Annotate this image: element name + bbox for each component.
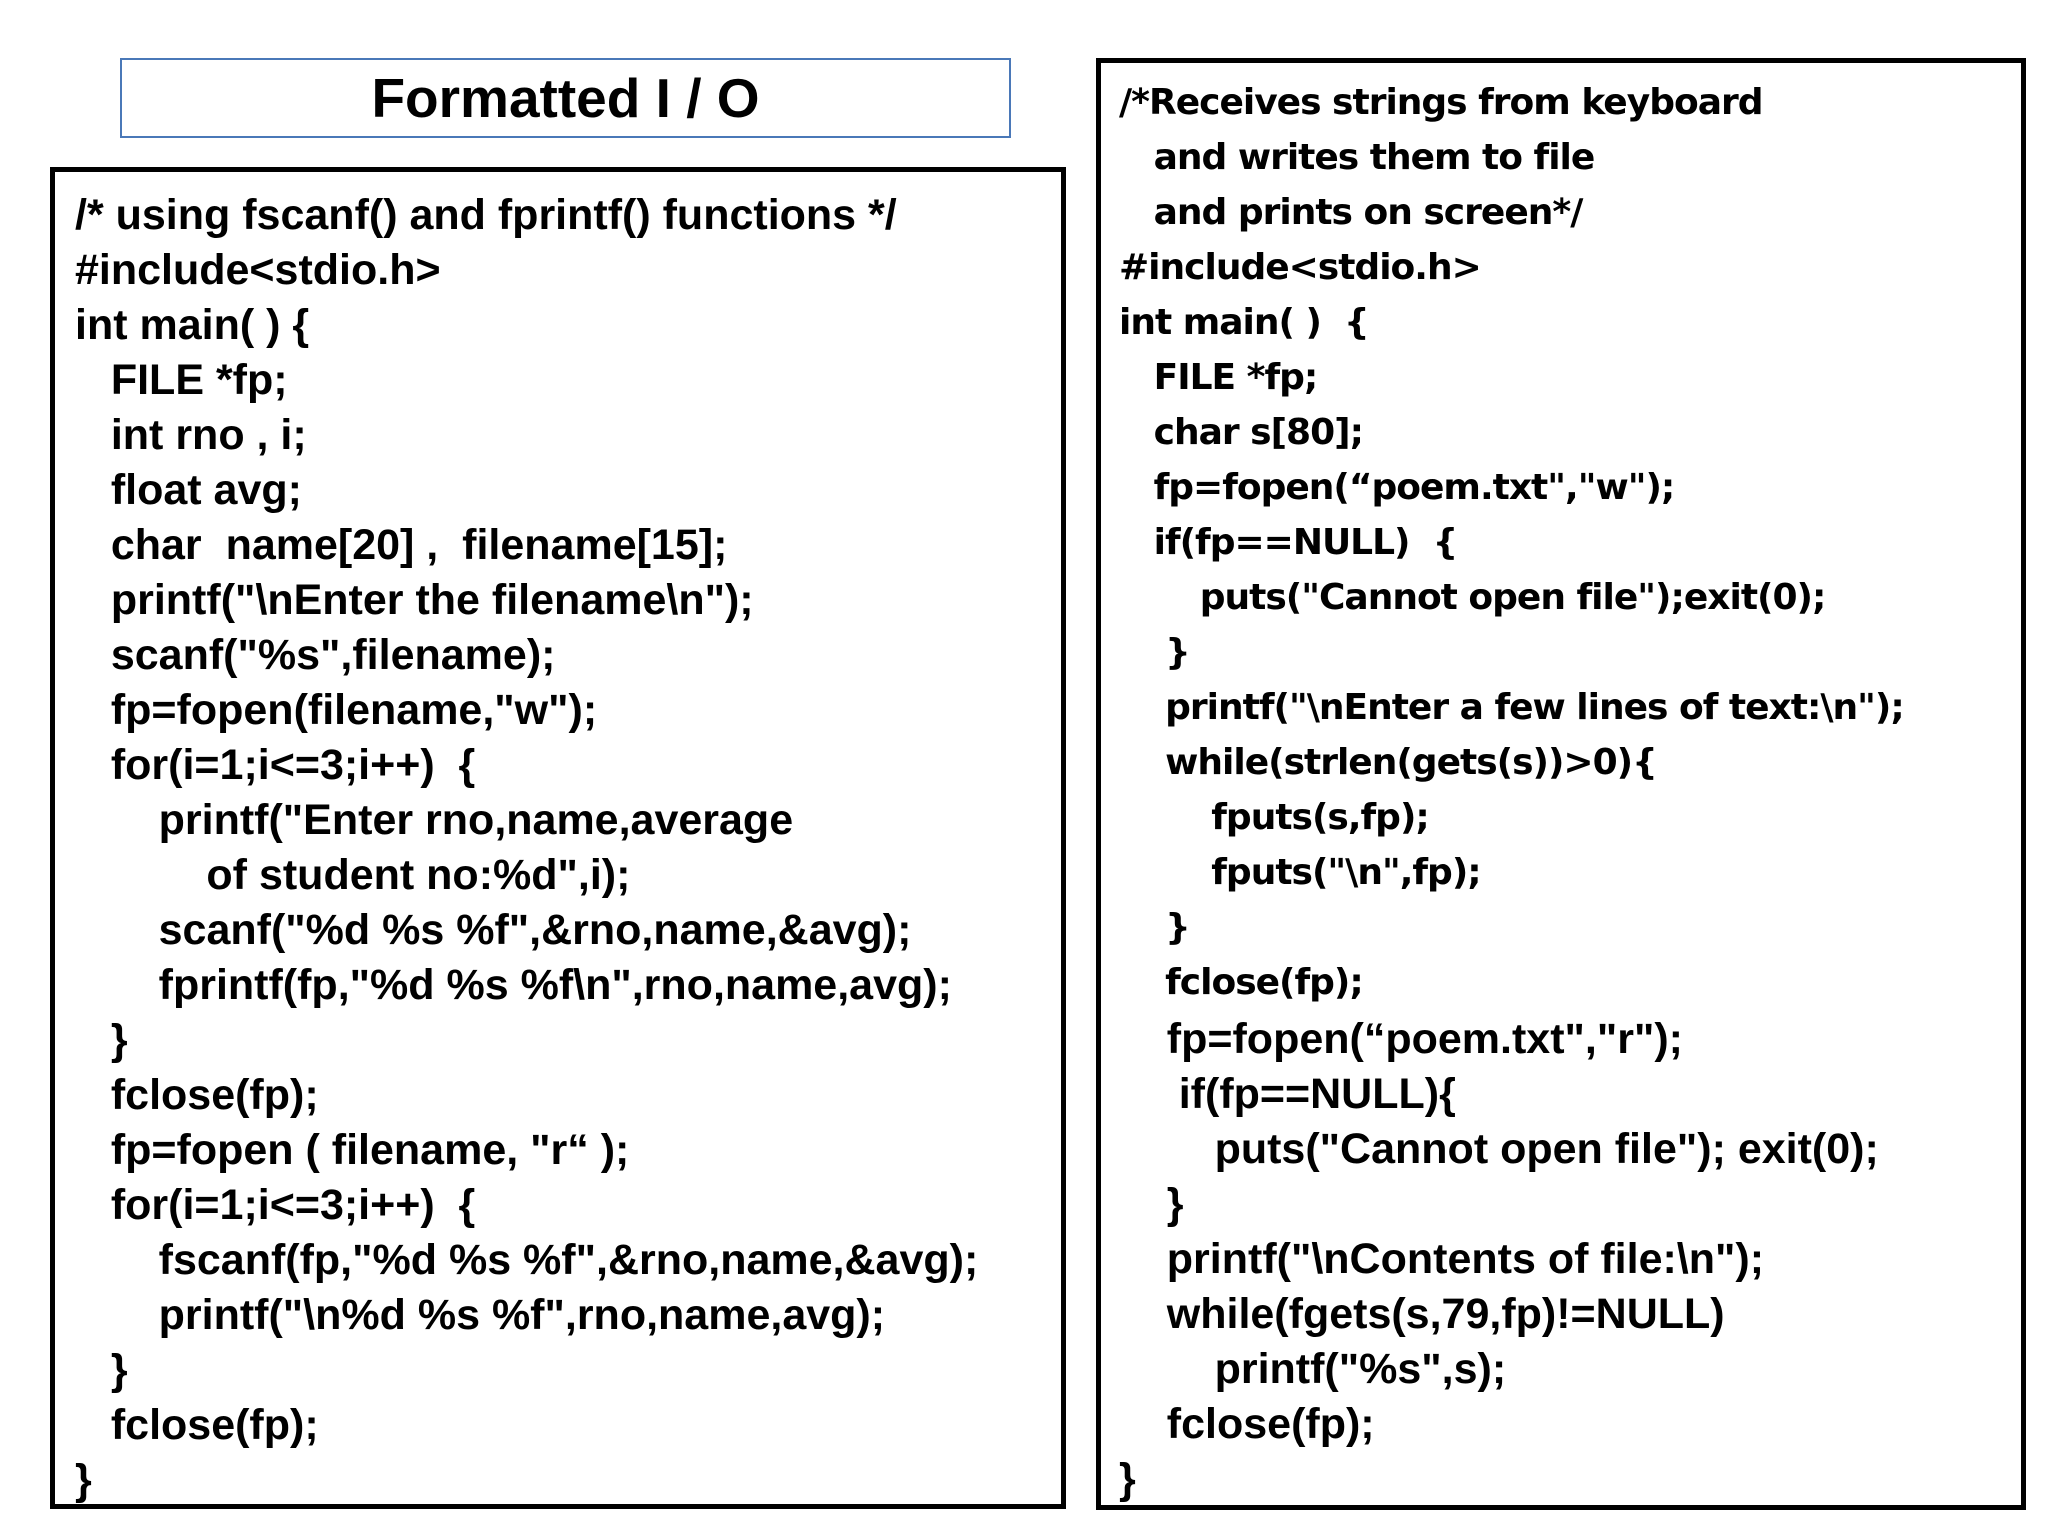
code-line: }	[1119, 907, 1190, 948]
code-line: printf("\nEnter the filename\n");	[75, 576, 754, 624]
code-line: /* using fscanf() and fprintf() functions */	[75, 191, 897, 239]
code-line: fclose(fp);	[75, 1401, 319, 1449]
left-code-panel	[50, 167, 1066, 1509]
code-line: char name[20] , filename[15];	[75, 521, 728, 569]
code-line: int rno , i;	[75, 411, 307, 459]
code-line: }	[75, 1346, 128, 1394]
code-line: }	[1119, 1455, 1136, 1503]
code-line: /*Receives strings from keyboard	[1119, 82, 1763, 123]
right-code-panel	[1096, 58, 2026, 1510]
code-line: }	[75, 1016, 128, 1064]
code-line: for(i=1;i<=3;i++) {	[75, 1181, 476, 1229]
code-line: while(fgets(s,79,fp)!=NULL)	[1119, 1290, 1725, 1338]
code-line: FILE *fp;	[75, 356, 288, 404]
code-line: char s[80];	[1119, 412, 1363, 453]
code-line: fclose(fp);	[1119, 1400, 1375, 1448]
title-box	[120, 58, 1011, 138]
code-line: fp=fopen ( filename, "r“ );	[75, 1126, 630, 1174]
code-line: printf("Enter rno,name,average	[75, 796, 794, 844]
code-line: of student no:%d",i);	[75, 851, 631, 899]
slide-title: Formatted I / O	[371, 66, 760, 129]
code-line: printf("%s",s);	[1119, 1345, 1507, 1393]
code-line: if(fp==NULL) {	[1119, 522, 1458, 563]
code-line: }	[75, 1456, 92, 1504]
code-line: int main( ) {	[75, 301, 310, 349]
code-line: scanf("%d %s %f",&rno,name,&avg);	[75, 906, 912, 954]
code-line: puts("Cannot open file"); exit(0);	[1119, 1125, 1879, 1173]
code-line: for(i=1;i<=3;i++) {	[75, 741, 476, 789]
code-line: fputs("\n",fp);	[1119, 852, 1481, 893]
code-line: }	[1119, 632, 1190, 673]
code-line: fclose(fp);	[75, 1071, 319, 1119]
code-line: puts("Cannot open file");exit(0);	[1119, 577, 1826, 618]
code-line: float avg;	[75, 466, 302, 514]
code-line: fp=fopen(filename,"w");	[75, 686, 598, 734]
code-line: fp=fopen(“poem.txt","w");	[1119, 467, 1675, 508]
code-line: fp=fopen(“poem.txt","r");	[1119, 1015, 1683, 1063]
code-line: fputs(s,fp);	[1119, 797, 1429, 838]
code-line: int main( ) {	[1119, 302, 1369, 343]
code-line: while(strlen(gets(s))>0){	[1119, 742, 1657, 783]
code-line: printf("\nContents of file:\n");	[1119, 1235, 1765, 1283]
code-line: fprintf(fp,"%d %s %f\n",rno,name,avg);	[75, 961, 952, 1009]
code-line: fscanf(fp,"%d %s %f",&rno,name,&avg);	[75, 1236, 979, 1284]
code-line: fclose(fp);	[1119, 962, 1363, 1003]
code-line: printf("\n%d %s %f",rno,name,avg);	[75, 1291, 886, 1339]
code-line: scanf("%s",filename);	[75, 631, 556, 679]
code-line: FILE *fp;	[1119, 357, 1318, 398]
code-line: and prints on screen*/	[1119, 192, 1583, 233]
code-line: printf("\nEnter a few lines of text:\n");	[1119, 687, 1904, 728]
code-line: if(fp==NULL){	[1119, 1070, 1456, 1118]
code-line: #include<stdio.h>	[1119, 247, 1481, 288]
code-line: }	[1119, 1180, 1184, 1228]
code-line: #include<stdio.h>	[75, 246, 441, 294]
code-line: and writes them to file	[1119, 137, 1595, 178]
